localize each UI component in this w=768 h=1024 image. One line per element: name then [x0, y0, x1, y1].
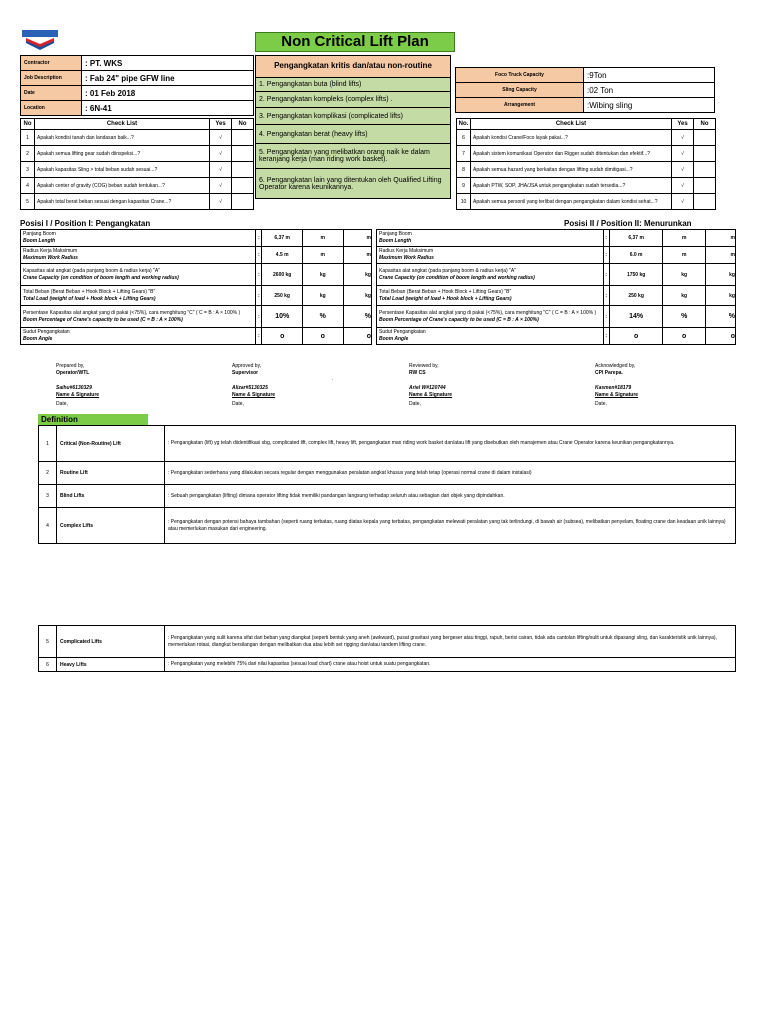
- lift-category-item: 4. Pengangkatan berat (heavy lifts): [256, 125, 450, 144]
- info-row: [21, 101, 254, 116]
- info-key: Job Description: [21, 71, 82, 86]
- definitions-table-2: [38, 625, 736, 672]
- position-label-id: Panjang Boom: [23, 231, 56, 237]
- checklist-yes: √: [210, 146, 232, 162]
- checklist-no-mark: [694, 162, 716, 178]
- checklist-row: [457, 194, 716, 210]
- position-label-en: Crane Capacity (on condition of boom length and working radius): [23, 274, 179, 281]
- definition-no: 1: [39, 426, 57, 462]
- checklist-no: 9: [457, 178, 471, 194]
- position-unit: m: [343, 247, 371, 264]
- info-key: Location: [21, 101, 82, 116]
- position-value: o: [609, 328, 662, 345]
- signature-caption: Name & Signature: [595, 392, 639, 398]
- checklist-no: 1: [21, 130, 35, 146]
- colon: :: [256, 306, 262, 328]
- signature-name: Saihu#6130329: [56, 385, 92, 391]
- checklist-no-mark: [232, 194, 254, 210]
- info-row: [21, 71, 254, 86]
- definition-text: : Pengangkatan yang melebihi 75% dari nilai kapasitas (sesuai load chart) crane atau hoist untuk suatu pengangkatan.: [165, 658, 736, 672]
- signature-date: Date,: [232, 401, 244, 407]
- signature-space: [56, 377, 99, 385]
- position-label-id: Panjang Boom: [379, 231, 412, 237]
- checklist-no-mark: [232, 162, 254, 178]
- crane-row: [456, 68, 715, 83]
- checklist-row: [457, 162, 716, 178]
- checklist-row: [21, 130, 254, 146]
- position-unit: o: [663, 328, 706, 345]
- position-unit: m: [706, 247, 736, 264]
- checklist-no: 4: [21, 178, 35, 194]
- checklist-row: [21, 146, 254, 162]
- lift-category-header: Pengangkatan kritis dan/atau non-routine: [256, 56, 450, 78]
- position-unit: kg: [302, 286, 343, 306]
- info-value: : 01 Feb 2018: [82, 86, 254, 101]
- position-value: 250 kg: [609, 286, 662, 306]
- definition-row: [39, 485, 736, 508]
- position-value: o: [262, 328, 303, 345]
- signature-space: [409, 377, 452, 385]
- signature-date: Date,: [595, 401, 607, 407]
- checklist-text: Apakah semua hazard yang berkaitan dengan lifting sudah dimitigasi...?: [471, 162, 672, 178]
- definition-text: : Pengangkatan (lift) yg telah diidentifikasi sbg, complicated lift, complex lift, heavy lift, pengangkatan man riding work basket dan/atau lift yang disebutkan oleh manajemen atau Crane Operator karena keunikan pengangkatannya.: [165, 426, 736, 462]
- definition-text: : Sebuah pengangkatan (lifting) dimana operator lifting tidak memiliki pandangan langsung terhadap seluruh atau sebagian dari objek yang dipindahkan.: [165, 485, 736, 508]
- position-value: 1750 kg: [609, 264, 662, 286]
- checklist-no-mark: [694, 146, 716, 162]
- position-unit: kg: [343, 286, 371, 306]
- signature-caption: Name & Signature: [56, 392, 100, 398]
- info-value: : 6N-41: [82, 101, 254, 116]
- checklist-yes: √: [672, 146, 694, 162]
- info-key: Contractor: [21, 56, 82, 71]
- checklist-no: 10: [457, 194, 471, 210]
- colon: :: [603, 264, 609, 286]
- signature-name: Kasmen#18179: [595, 385, 632, 391]
- position-row: [377, 328, 736, 345]
- page-title: Non Critical Lift Plan: [255, 32, 455, 52]
- definition-no: 4: [39, 508, 57, 544]
- position-label-id: Persentase Kapasitas alat angkat yang di pakai (<75%), cara menghitung "C" ( C = B : A × 100% ): [379, 309, 597, 316]
- lift-category-item: 3. Pengangkatan komplikasi (complicated lifts): [256, 108, 450, 125]
- checklist-text: Apakah total berat beban sesuai dengan kapasitas Crane...?: [35, 194, 210, 210]
- position-value: 6,37 m: [262, 230, 303, 247]
- position-row: [377, 247, 736, 264]
- checklist-no: 5: [21, 194, 35, 210]
- position-label-en: Crane Capacity (on condition of boom length and working radius): [379, 274, 535, 281]
- definition-text: : Pengangkatan dengan potensi bahaya tambahan (seperti ruang terbatas, ruang diatas kepala yang terbatas, pengangkatan melewati peralatan yang tak terlindungi, di bawah air (subsea), melibatkan penyelam, floating crane dan keadaan unik lainnya) atau memerlukan masukan dari engineering.: [165, 508, 736, 544]
- signature-space: [232, 377, 275, 385]
- position-value: 6.0 m: [609, 247, 662, 264]
- position-unit: m: [663, 247, 706, 264]
- checklist-text: Apakah PTW, SOP, JHA/JSA untuk pengangkatan sudah tersedia...?: [471, 178, 672, 194]
- position-row: [377, 306, 736, 328]
- crane-info-table: [455, 67, 715, 113]
- checklist-yes: √: [210, 162, 232, 178]
- position-unit: o: [302, 328, 343, 345]
- position-row: [21, 264, 372, 286]
- lift-category-box: [255, 55, 451, 199]
- position-label: [21, 247, 256, 264]
- checklist-no-mark: [232, 146, 254, 162]
- position-row: [377, 230, 736, 247]
- checklist-header: No: [21, 119, 35, 130]
- definition-no: 2: [39, 462, 57, 485]
- colon: :: [256, 264, 262, 286]
- checklist-yes: √: [210, 130, 232, 146]
- position-row: [21, 230, 372, 247]
- colon: :: [603, 306, 609, 328]
- definition-no: 3: [39, 485, 57, 508]
- position-label-en: Boom Angle: [379, 336, 409, 342]
- crane-value: :02 Ton: [584, 83, 715, 98]
- definition-term: Complex Lifts: [57, 508, 165, 544]
- signature-label: Prepared by,: [56, 363, 85, 369]
- position-unit: %: [706, 306, 736, 328]
- signature-caption: Name & Signature: [409, 392, 453, 398]
- checklist-no: 7: [457, 146, 471, 162]
- position-label-id: Kapasitas alat angkat (pada panjang boom & radius kerja) "A": [379, 267, 516, 274]
- position-unit: kg: [706, 286, 736, 306]
- position-value: 6,37 m: [609, 230, 662, 247]
- signature-label: Approved by,: [232, 363, 262, 369]
- position-unit: o: [343, 328, 371, 345]
- position-label-id: Sudut Pengangkatan: [23, 329, 70, 335]
- colon: :: [603, 230, 609, 247]
- colon: :: [256, 286, 262, 306]
- signature-date: Date,: [56, 401, 68, 407]
- position-row: [21, 306, 372, 328]
- checklist-header: No.: [457, 119, 471, 130]
- definitions-table: [38, 425, 736, 544]
- position-label-id: Persentase Kapasitas alat angkat yang di pakai (<75%), cara menghitung "C" ( C = B : A × 100% ): [23, 309, 241, 316]
- signature-role: Operator/WTL: [56, 370, 90, 376]
- position-unit: o: [706, 328, 736, 345]
- position-label: [21, 286, 256, 306]
- definition-no: 6: [39, 658, 57, 672]
- position-label: [377, 328, 604, 345]
- crane-key: Sling Capacity: [456, 83, 584, 98]
- signature-block: [56, 363, 99, 408]
- checklist-header-row: [457, 119, 716, 130]
- crane-row: [456, 83, 715, 98]
- checklist-no-mark: [232, 178, 254, 194]
- position-label: [21, 328, 256, 345]
- signature-name: Alizar#5130325: [232, 385, 268, 391]
- signature-block: [232, 363, 275, 408]
- position-label: [377, 264, 604, 286]
- dot-mark: .: [332, 376, 334, 382]
- checklist-row: [21, 194, 254, 210]
- position-label-en: Boom Length: [23, 238, 56, 244]
- position-row: [377, 264, 736, 286]
- checklist-no: 6: [457, 130, 471, 146]
- position-unit: m: [302, 247, 343, 264]
- signature-role: CPI Parepa.: [595, 370, 623, 376]
- position-row: [21, 328, 372, 345]
- checklist-no-mark: [694, 194, 716, 210]
- checklist-header-row: [21, 119, 254, 130]
- info-row: [21, 86, 254, 101]
- checklist-no: 8: [457, 162, 471, 178]
- checklist-yes: √: [672, 162, 694, 178]
- definition-row: [39, 658, 736, 672]
- definition-row: [39, 626, 736, 658]
- position-unit: m: [706, 230, 736, 247]
- checklist-yes: √: [210, 194, 232, 210]
- definition-no: 5: [39, 626, 57, 658]
- position-1-table: [20, 229, 372, 345]
- signature-role: Supervisor: [232, 370, 259, 376]
- crane-key: Foco Truck Capacity: [456, 68, 584, 83]
- position-unit: %: [663, 306, 706, 328]
- position-label-en: Boom Length: [379, 238, 412, 244]
- checklist-row: [457, 178, 716, 194]
- checklist-no-mark: [694, 178, 716, 194]
- checklist-text: Apakah kondisi tanah dan landasan baik...?: [35, 130, 210, 146]
- crane-row: [456, 98, 715, 113]
- position-unit: kg: [663, 286, 706, 306]
- signature-label: Acknowledged by,: [595, 363, 636, 369]
- checklist-no-mark: [694, 130, 716, 146]
- lift-category-item: 6. Pengangkatan lain yang ditentukan oleh Qualified Lifting Operator karena keunikannya.: [256, 169, 450, 198]
- position-label: [377, 247, 604, 264]
- position-unit: kg: [706, 264, 736, 286]
- position-label-id: Sudut Pengangkatan: [379, 329, 426, 335]
- info-key: Date: [21, 86, 82, 101]
- definition-term: Complicated Lifts: [57, 626, 165, 658]
- signature-date: Date,: [409, 401, 421, 407]
- checklist-text: Apakah semua personil yang terlibat dengan pengangkatan dalam kondisi sehat...?: [471, 194, 672, 210]
- checklist-no-mark: [232, 130, 254, 146]
- position-row: [377, 286, 736, 306]
- definition-row: [39, 508, 736, 544]
- position-label-en: Boom Angle: [23, 336, 53, 342]
- position-label: [21, 264, 256, 286]
- position-label-id: Radius Kerja Maksimum: [23, 248, 78, 254]
- colon: :: [256, 247, 262, 264]
- checklist-header: Check List: [471, 119, 672, 130]
- checklist-text: Apakah semua lifting gear sudah diinspeksi...?: [35, 146, 210, 162]
- position-label-en: Maximum Work Radius: [23, 255, 78, 261]
- checklist-yes: √: [672, 194, 694, 210]
- position-label: [21, 230, 256, 247]
- lift-category-item: 5. Pengangkatan yang melibatkan orang naik ke dalam keranjang kerja (man riding work basket).: [256, 144, 450, 169]
- position-row: [21, 247, 372, 264]
- position-unit: m: [663, 230, 706, 247]
- position-unit: m: [302, 230, 343, 247]
- chevron-logo: [22, 30, 58, 50]
- checklist-row: [457, 130, 716, 146]
- definition-term: Critical (Non-Routine) Lift: [57, 426, 165, 462]
- position-label-en: Maximum Work Radius: [379, 255, 434, 261]
- checklist-yes: √: [672, 130, 694, 146]
- checklist-yes: √: [210, 178, 232, 194]
- position-label-en: Total Load (weight of load + Hook block + Lifting Gears): [379, 295, 512, 302]
- position-value: 10%: [262, 306, 303, 328]
- checklist-left: [20, 118, 254, 210]
- definition-row: [39, 462, 736, 485]
- position-value: 250 kg: [262, 286, 303, 306]
- signature-label: Reviewed by,: [409, 363, 439, 369]
- position-label-id: Total Beban (Berat Beban + Hook Block + Lifting Gears) "B": [379, 288, 512, 295]
- checklist-header: No: [694, 119, 716, 130]
- signature-caption: Name & Signature: [232, 392, 276, 398]
- checklist-header: Yes: [210, 119, 232, 130]
- definition-header: Definition: [38, 414, 148, 425]
- checklist-yes: √: [672, 178, 694, 194]
- info-row: [21, 56, 254, 71]
- crane-key: Arrangement: [456, 98, 584, 113]
- position-unit: %: [343, 306, 371, 328]
- position-row: [21, 286, 372, 306]
- definition-term: Routine Lift: [57, 462, 165, 485]
- position-label-en: Total Load (weight of load + Hook block + Lifting Gears): [23, 295, 156, 302]
- definition-text: : Pengangkatan yang sulit karena sifat dari beban yang diangkat (seperti bentuk yang aneh (awkward), pusat gravitasi yang bergeser atau tinggi, rapuh, berisi cairan, tidak ada cantolan lifting/sulit untuk dipasangi sling, dan karakteristik unik lainnya), memerlukan rotasi, diangkut bersilangan dengan melibatkan dua atau lebih set rigging dan/atau tandem lifting crane.: [165, 626, 736, 658]
- info-value: : PT. WKS: [82, 56, 254, 71]
- checklist-no: 2: [21, 146, 35, 162]
- position-value: 4.5 m: [262, 247, 303, 264]
- position-unit: %: [302, 306, 343, 328]
- checklist-row: [21, 178, 254, 194]
- position-label-id: Radius Kerja Maksimum: [379, 248, 434, 254]
- position-label: [377, 306, 604, 328]
- position-unit: kg: [302, 264, 343, 286]
- position-value: 14%: [609, 306, 662, 328]
- position-unit: m: [343, 230, 371, 247]
- definition-term: Heavy Lifts: [57, 658, 165, 672]
- crane-value: :Wibing sling: [584, 98, 715, 113]
- signature-block: [595, 363, 638, 408]
- crane-value: :9Ton: [584, 68, 715, 83]
- definition-text: : Pengangkatan sederhana yang dilakukan secara regular dengan menggunakan peralatan angkat khusus yang telah tetap (operasi normal crane di dalam instalasi): [165, 462, 736, 485]
- signature-name: Ariel W#120744: [409, 385, 446, 391]
- checklist-row: [21, 162, 254, 178]
- lift-category-item: 2. Pengangkatan kompleks (complex lifts) .: [256, 92, 450, 108]
- definition-row: [39, 426, 736, 462]
- checklist-header: No: [232, 119, 254, 130]
- position-2-table: [376, 229, 736, 345]
- checklist-right: [456, 118, 716, 210]
- job-info-table: [20, 55, 254, 116]
- position-label-id: Total Beban (Berat Beban + Hook Block + Lifting Gears) "B": [23, 288, 156, 295]
- position-value: 2600 kg: [262, 264, 303, 286]
- dot-mark: .: [614, 376, 616, 382]
- checklist-text: Apakah center of gravity (COG) beban sudah tentukan...?: [35, 178, 210, 194]
- position-label: [377, 286, 604, 306]
- checklist-row: [457, 146, 716, 162]
- position-label-en: Boom Percentage of Crane's capacity to be used (C = B : A × 100%): [23, 316, 183, 323]
- position-label: [21, 306, 256, 328]
- position-unit: kg: [343, 264, 371, 286]
- checklist-text: Apakah kapasitas Sling > total beban sudah sesuai...?: [35, 162, 210, 178]
- position-label: [377, 230, 604, 247]
- signature-role: RW CS: [409, 370, 426, 376]
- signature-block: [409, 363, 452, 408]
- checklist-header: Yes: [672, 119, 694, 130]
- position-label-id: Kapasitas alat angkat (pada panjang boom & radius kerja) "A": [23, 267, 160, 274]
- signature-space: [595, 377, 638, 385]
- checklist-text: Apakah kondisi Crane/Foco layak pakai...?: [471, 130, 672, 146]
- lift-category-item: 1. Pengangkatan buta (blind lifts): [256, 78, 450, 92]
- checklist-header: Check List: [35, 119, 210, 130]
- definition-term: Blind Lifts: [57, 485, 165, 508]
- colon: :: [256, 328, 262, 345]
- colon: :: [256, 230, 262, 247]
- checklist-text: Apakah sistem komunikasi Operator dan Rigger sudah ditentukan dan efektif...?: [471, 146, 672, 162]
- position-2-title: Posisi II / Position II: Menurunkan: [564, 219, 692, 228]
- checklist-no: 3: [21, 162, 35, 178]
- position-label-en: Boom Percentage of Crane's capacity to be used (C = B : A × 100%): [379, 316, 539, 323]
- colon: :: [603, 328, 609, 345]
- position-unit: kg: [663, 264, 706, 286]
- position-1-title: Posisi I / Position I: Pengangkatan: [20, 219, 151, 228]
- info-value: : Fab 24" pipe GFW line: [82, 71, 254, 86]
- colon: :: [603, 247, 609, 264]
- colon: :: [603, 286, 609, 306]
